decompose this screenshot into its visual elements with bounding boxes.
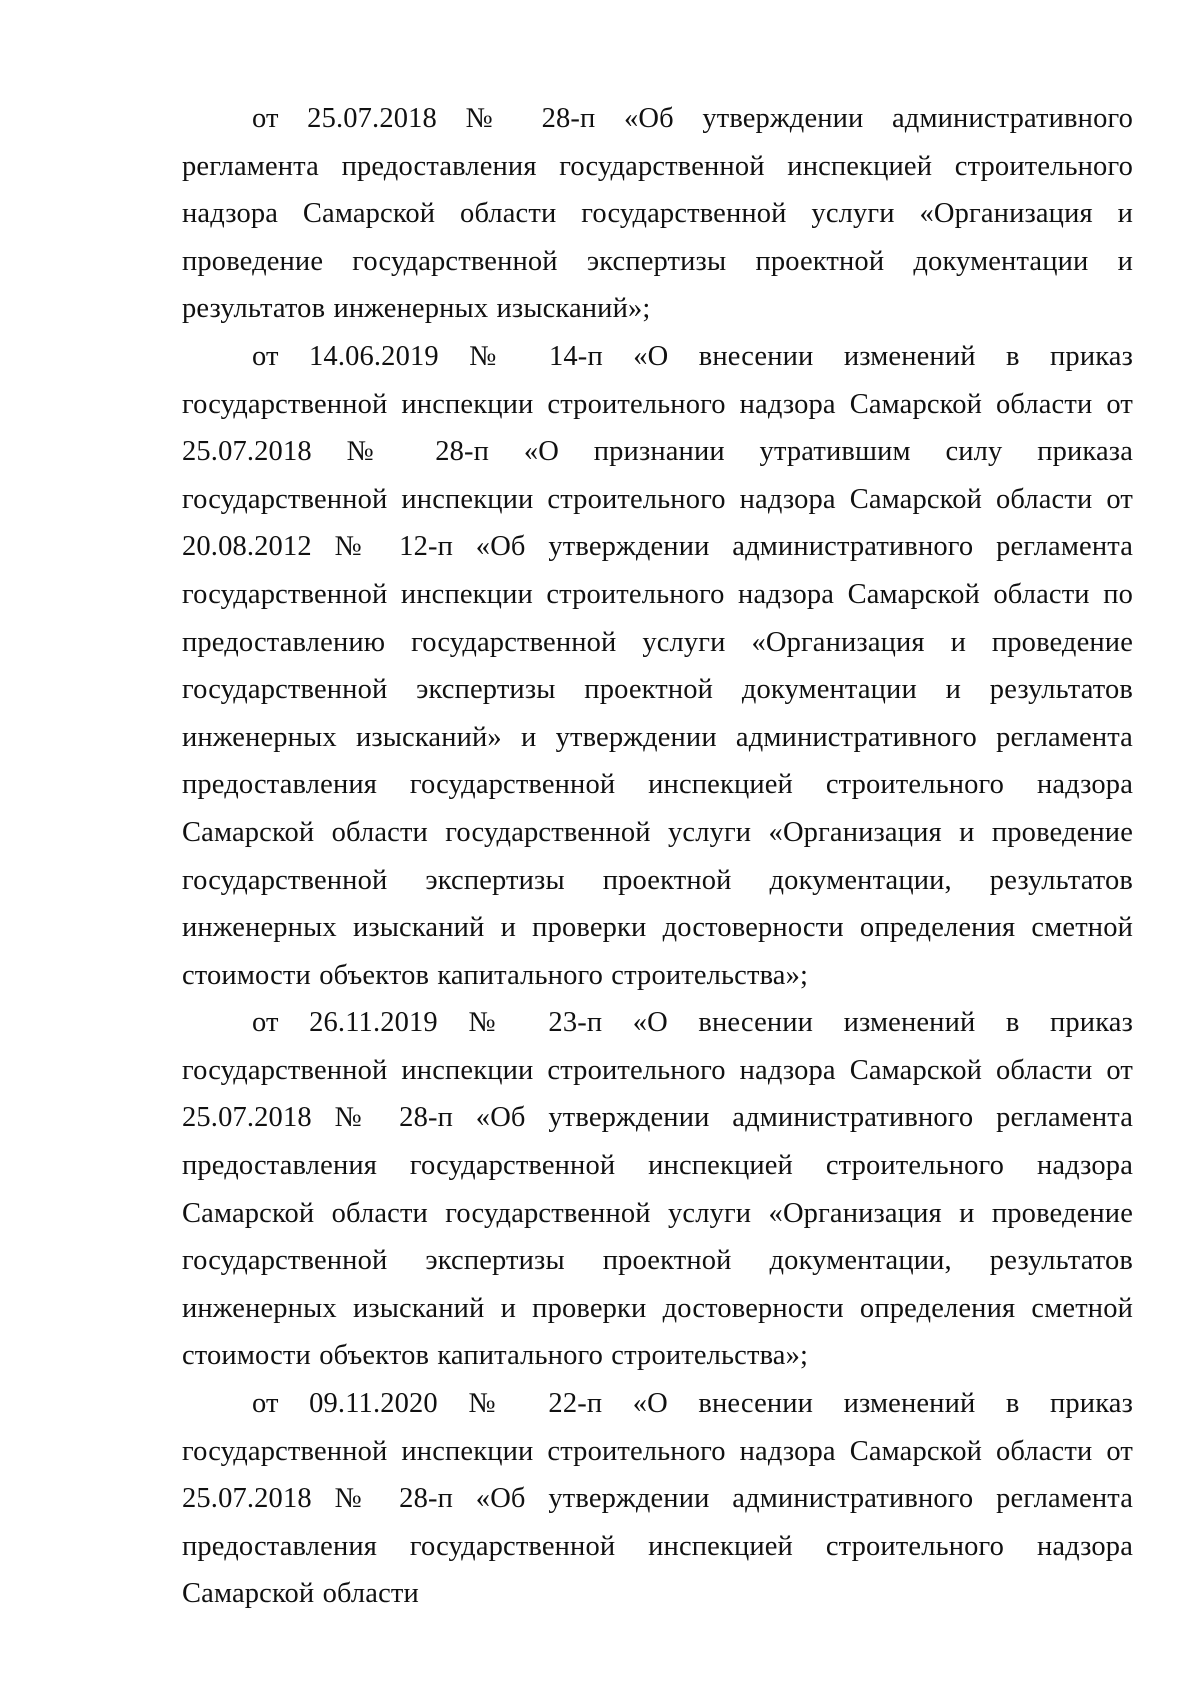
order-paragraph-2019-14p: от 14.06.2019 № 14-п «О внесении изменений в приказ государственной инспекции строительного надзора Самарской области от 25.07.2018 № 28-п «О признании утратившим силу приказа государственной инспекции строительного надзора Самарской области от 20.08.2012 № 12-п «Об утверждении административного регламента государственной инспекции строительного надзора Самарской области по предоставлению государственной услуги «Организация и проведение государственной экспертизы проектной документации и результатов инженерных изысканий» и утверждении административного регламента предоставления государственной инспекцией строительного надзора Самарской области государственной услуги «Организация и проведение государственной экспертизы проектной документации, результатов инженерных изысканий и проверки достоверности определения сметной стоимости объектов капитального строительства»; (182, 340, 1133, 991)
order-paragraph-2018-28p: от 25.07.2018 № 28-п «Об утверждении административного регламента предоставления государственной инспекцией строительного надзора Самарской области государственной услуги «Организация и проведение государственной экспертизы проектной документации и результатов инженерных изысканий»; (182, 103, 1133, 325)
order-paragraph-2020-22p: от 09.11.2020 № 22-п «О внесении изменений в приказ государственной инспекции строительного надзора Самарской области от 25.07.2018 № 28-п «Об утверждении административного регламента предоставления государственной инспекцией строительного надзора Самарской области (182, 1388, 1133, 1610)
document-body (182, 95, 1133, 1618)
order-paragraph-2019-23p: от 26.11.2019 № 23-п «О внесении изменений в приказ государственной инспекции строительного надзора Самарской области от 25.07.2018 № 28-п «Об утверждении административного регламента предоставления государственной инспекцией строительного надзора Самарской области государственной услуги «Организация и проведение государственной экспертизы проектной документации, результатов инженерных изысканий и проверки достоверности определения сметной стоимости объектов капитального строительства»; (182, 1007, 1133, 1372)
